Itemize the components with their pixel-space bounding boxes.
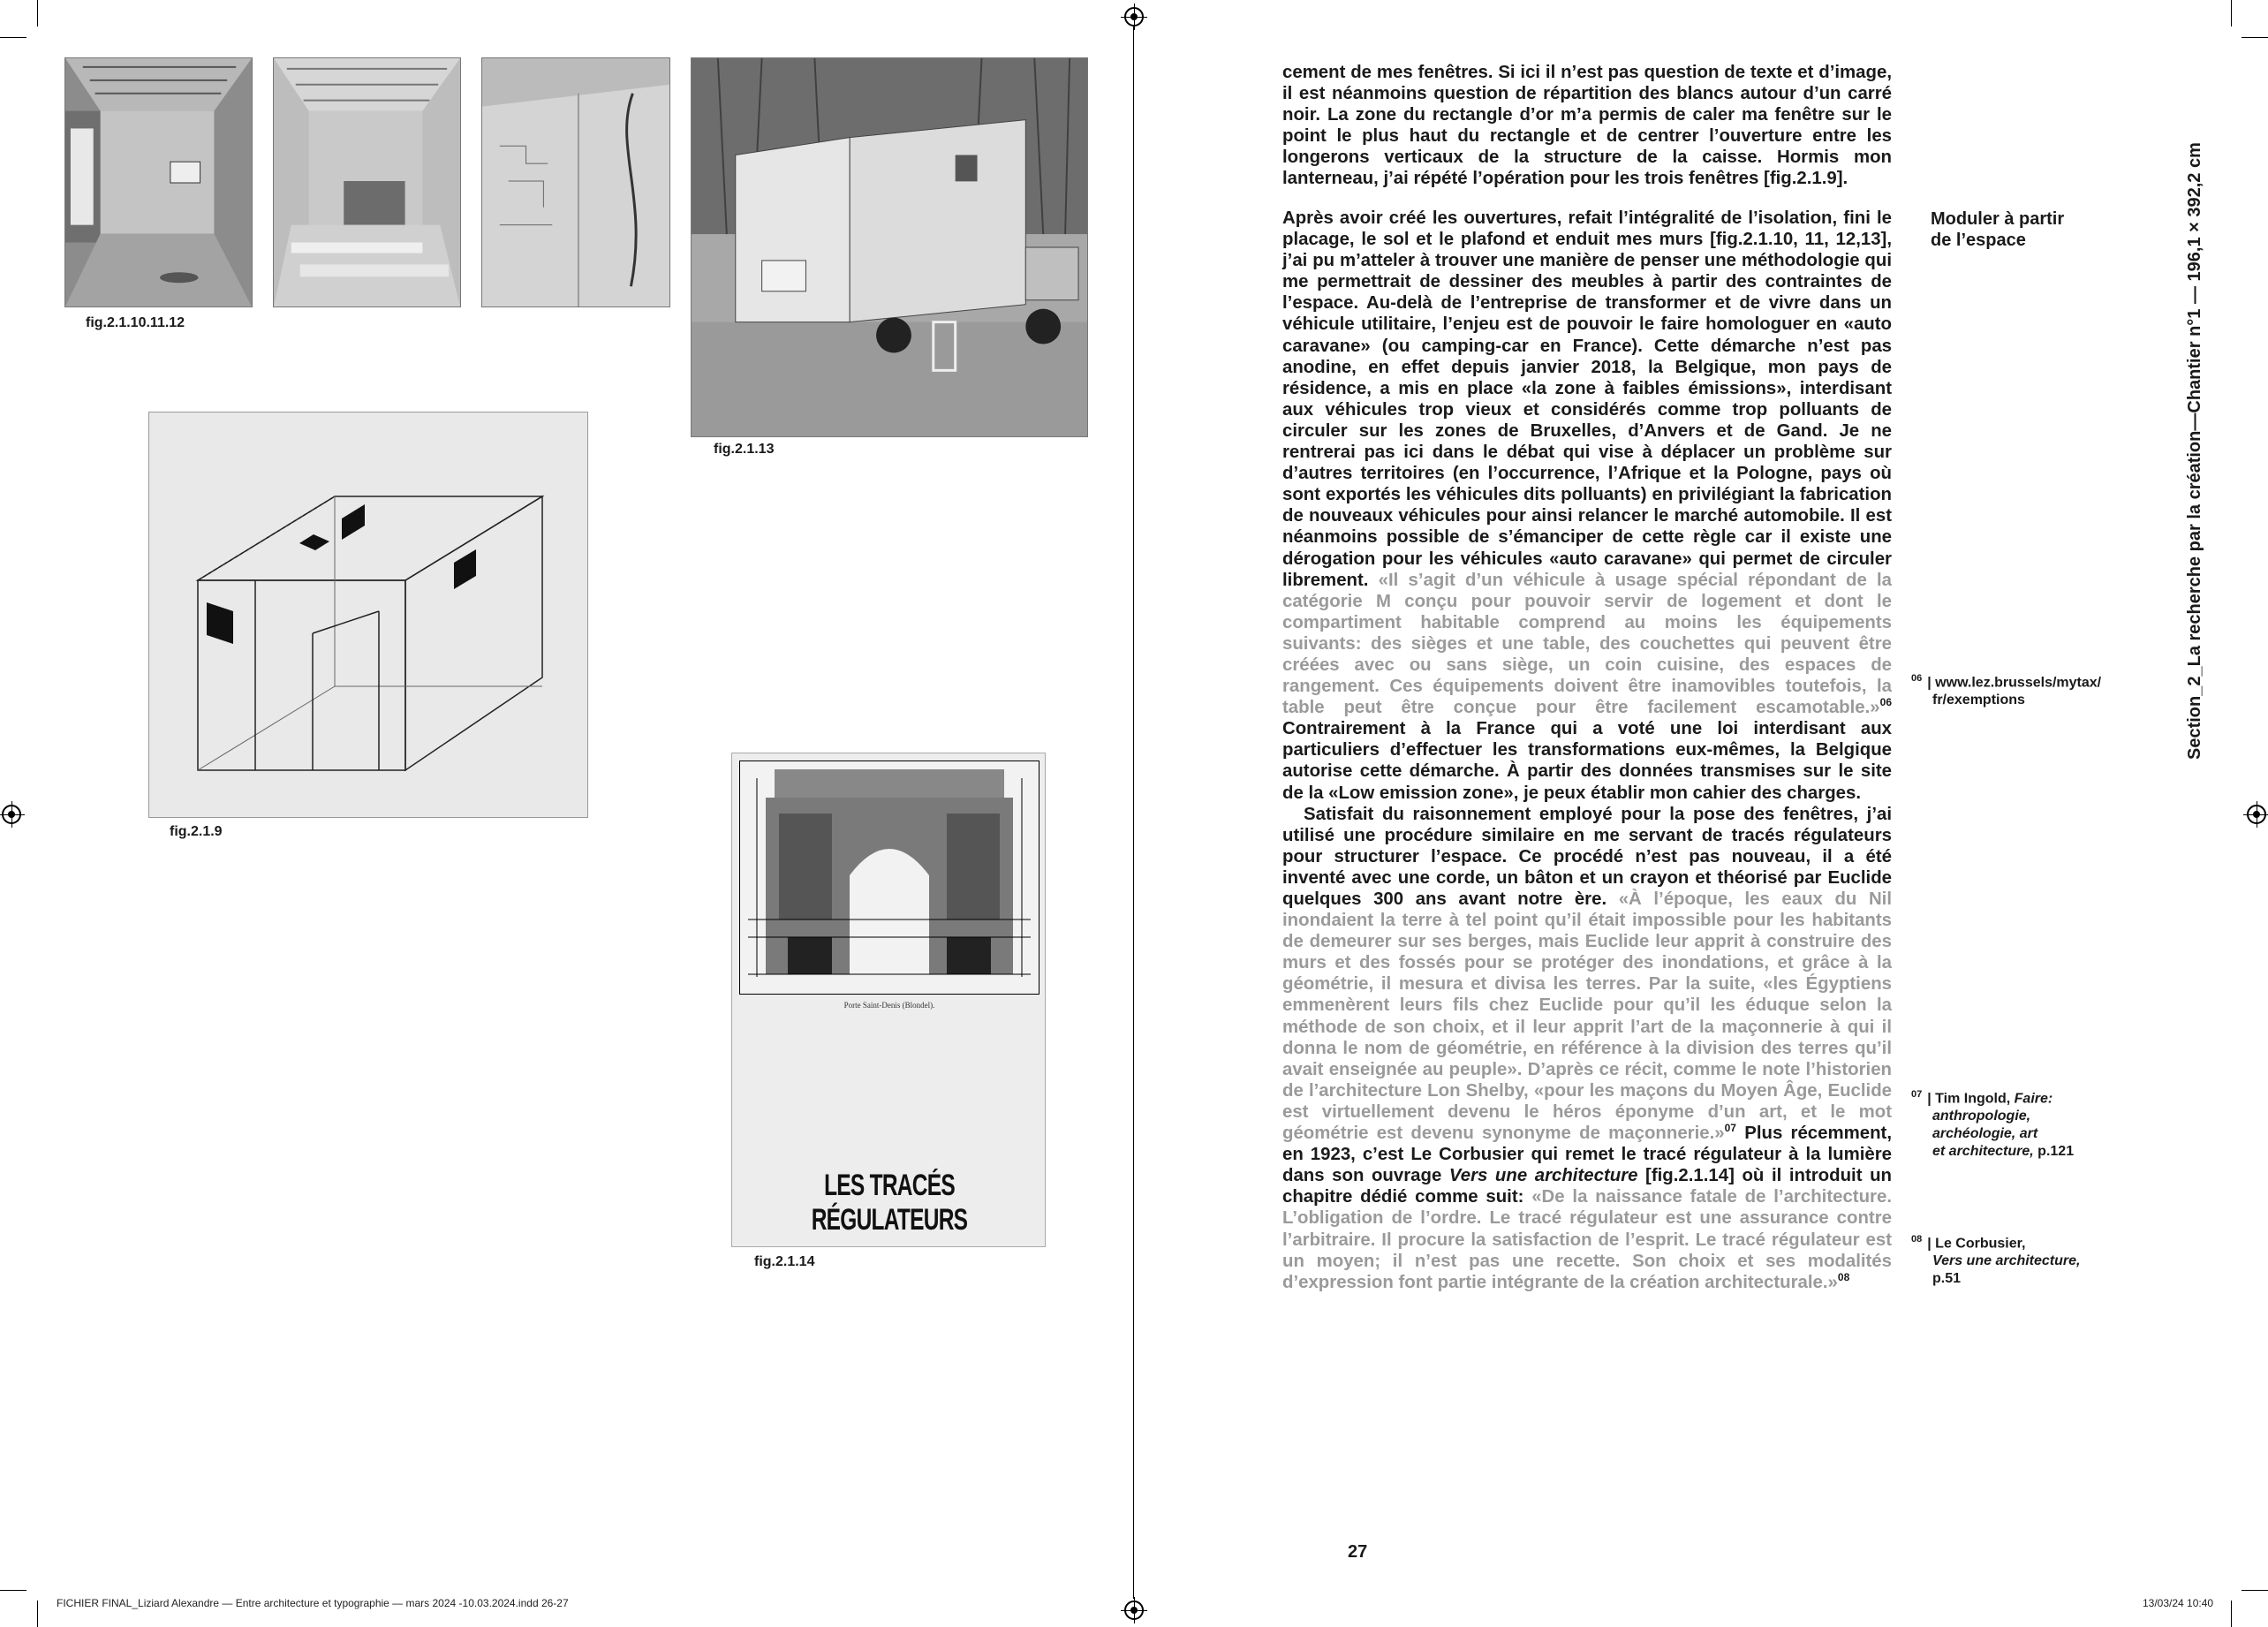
footnote-page: p.51 <box>1932 1271 1962 1287</box>
quote-text: «Il s’agit d’un véhicule à usage spécial répondant de la catégorie M conçu pour pouvoir servir de logement et dont le compartiment habitable comprend au moins les équipements suivants: des sièges et une table, des couchettes qui peuvent être créées avec ou sans siège, un coin cuisine, des espaces de rangement. Ces équipements doivent être inamovibles toutefois, la table peut être conçue pour être facilement escamotable.» <box>1282 570 1893 718</box>
figure-caption: fig.2.1.10.11.12 <box>86 315 185 330</box>
registration-mark-icon <box>1124 7 1144 26</box>
side-heading: Moduler à partir de l’espace <box>1931 209 2065 250</box>
crop-mark <box>37 0 38 26</box>
figure-caption: fig.2.1.9 <box>170 824 223 839</box>
photo-interior-2 <box>273 57 461 307</box>
crop-mark <box>37 1601 38 1627</box>
page-number: 27 <box>1348 1542 1368 1562</box>
photo-truck <box>691 57 1088 437</box>
footnote-ref[interactable]: 06 <box>1879 696 1892 709</box>
body-text-column <box>1282 62 1892 190</box>
running-head: Section_2_La recherche par la création—Chantier n°1 — 196,1 × 392,2 cm <box>2185 142 2204 760</box>
photo-wall-detail <box>481 57 670 307</box>
paragraph-3-text: [fig.2.1.14] où il introduit un chapitre dédié comme suit: <box>1282 1166 1892 1207</box>
crop-mark <box>0 1590 26 1591</box>
footnote-line: fr/exemptions <box>1932 692 2025 708</box>
plate-title: LES TRACÉS RÉGULATEURS <box>811 1169 968 1237</box>
crop-mark <box>2231 1601 2232 1627</box>
paragraph-3 <box>1282 804 1892 1293</box>
crop-mark <box>2242 1590 2268 1591</box>
gutter-line <box>1133 26 1134 1599</box>
footnote-title: Vers une architecture, <box>1932 1253 2081 1269</box>
paragraph-3-text: Plus récemment, en 1923, c’est Le Corbusier qui remet le tracé régulateur à la lumière dans son ouvrage <box>1282 1124 1893 1186</box>
footnote-title: et architecture, <box>1932 1144 2034 1160</box>
paragraph-2-text: Contrairement à la France qui a voté une loi interdisant aux particuliers d’effectuer les transformations eux-mêmes, la Belgique autorise cette démarche. À partir des données transmises sur le site de la «Low emission zone», je peux établir mon cahier des charges. <box>1282 719 1892 803</box>
registration-mark-icon <box>1124 1601 1144 1620</box>
footnote-number: 06 <box>1911 673 1923 684</box>
figure-caption: fig.2.1.14 <box>754 1254 815 1269</box>
crop-mark <box>2242 37 2268 38</box>
footnote-link[interactable]: | www.lez.brussels/mytax/ <box>1927 675 2102 691</box>
book-plate <box>731 753 1046 1247</box>
body-text-column-2 <box>1282 208 1892 1293</box>
footnote-ref[interactable]: 07 <box>1724 1122 1736 1135</box>
quote-text: «À l’époque, les eaux du Nil inondaient la terre à tel point qu’il était impossible pour les habitants de demeurer sur ses berges, mais Euclide leur apprit à construire des murs et des fossés pour se protéger des inondations, et grâce à la géométrie, il mesura et divisa les terres. Par la suite, «les Égyptiens emmenèrent leurs fils chez Euclide pour qu’il les éduque selon la méthode de son choix, et il leur apprit l’art de la maçonnerie à qui il donna le nom de géométrie, en référence à la division des terres qu’il avait enseignée au peuple». D’après ce récit, comme le note l’historien de l’architecture Lon Shelby, «pour les maçons du Moyen Âge, Euclide est virtuellement devenu le héros éponyme d’un art, et le mot géométrie est devenu synonyme de maçonnerie.» <box>1282 889 1892 1144</box>
footnote-07 <box>1911 1086 2074 1161</box>
footnote-number: 08 <box>1911 1234 1923 1245</box>
crop-mark <box>0 37 26 38</box>
arch-engraving <box>739 761 1040 995</box>
paragraph-2-text: Après avoir créé les ouvertures, refait l’intégralité de l’isolation, fini le placage, le sol et le plafond et enduit mes murs [fig.2.1.10, 11, 12,13], j’ai pu m’atteler à trouver une manière de penser une méthodologie qui me permettrait de dessiner des meubles à partir des contraintes de l’espace. Au-delà de l’entreprise de transformer et de vivre dans un véhicule utilitaire, l’enjeu est de pouvoir le faire homologuer en «auto caravane» (ou camping-car en France). Cette démarche n’est pas anodine, en effet depuis janvier 2018, la Belgique, mon pays de résidence, a mis en place «la zone à faibles émissions», interdisant aux véhicules trop vieux et considérés comme trop polluants de circuler sur les zones de Bruxelles, d’Anvers et de Gand. Je ne rentrerai pas ici dans le débat qui vise à déplacer un problème sur d’autres territoires (en l’occurrence, l’Afrique et la Pologne, pays où sont exportés les véhicules dits polluants) en privilégiant la fabrication de nouveaux véhicules pour ainsi relancer le marché automobile. Il est néanmoins possible de s’émanciper de cette règle car il existe une dérogation pour les véhicules «auto caravane» qui permet de circuler librement. <box>1282 208 1892 590</box>
slug-right: 13/03/24 10:40 <box>2143 1597 2214 1609</box>
registration-mark-icon <box>2 805 21 824</box>
paragraph-2 <box>1282 208 1892 804</box>
figure-caption: fig.2.1.13 <box>714 442 775 457</box>
engraving-caption: Porte Saint-Denis (Blondel). <box>843 1001 935 1010</box>
isometric-drawing <box>148 412 588 818</box>
footnote-title: anthropologie, <box>1932 1109 2031 1124</box>
paragraph-3-text: Satisfait du raisonnement employé pour la pose des fenêtres, j’ai utilisé une procédure similaire en me servant de tracés régulateurs pour structurer l’espace. Ce procédé n’est pas nouveau, il a été inventé avec une corde, un bâton et un crayon et théorisé par Euclide quelques 300 ans avant notre ère. <box>1282 804 1892 909</box>
footnote-08 <box>1911 1230 2080 1288</box>
registration-mark-icon <box>2247 805 2266 824</box>
footnote-author: | Le Corbusier, <box>1927 1236 2026 1252</box>
paragraph-1: cement de mes fenêtres. Si ici il n’est pas question de texte et d’image, il est néanmoins question de répartition des blancs autour d’un carré noir. La zone du rectangle d’or m’a permis de caler ma fenêtre sur le point le plus haut du rectangle et de centrer l’ouverture entre les longerons verticaux de la structure de la caisse. Hormis mon lanterneau, j’ai répété l’opération pour les trois fenêtres [fig.2.1.9]. <box>1282 63 1892 189</box>
footnote-06 <box>1911 670 2101 709</box>
crop-mark <box>2231 0 2232 26</box>
quote-text: «De la naissance fatale de l’architecture. L’obligation de l’ordre. Le tracé régulateur est une assurance contre l’arbitraire. Il procure la satisfaction de l’esprit. Le tracé régulateur est un moyen; il n’est pas une recette. Son choix et ses modalités d’expression font partie intégrante de la création architecturale.» <box>1282 1187 1892 1292</box>
book-title: Vers une architecture <box>1448 1166 1638 1186</box>
footnote-ref[interactable]: 08 <box>1837 1270 1850 1283</box>
photo-interior-1 <box>64 57 253 307</box>
footnote-number: 07 <box>1911 1089 1923 1100</box>
footnote-title: Faire: <box>2014 1091 2053 1107</box>
footnote-author: | Tim Ingold, <box>1927 1091 2011 1107</box>
slug-left: FICHIER FINAL_Liziard Alexandre — Entre architecture et typographie — mars 2024 -10.03.2024.indd 26-27 <box>57 1597 569 1609</box>
footnote-title: archéologie, art <box>1932 1126 2038 1142</box>
footnote-page: p.121 <box>2037 1144 2075 1160</box>
